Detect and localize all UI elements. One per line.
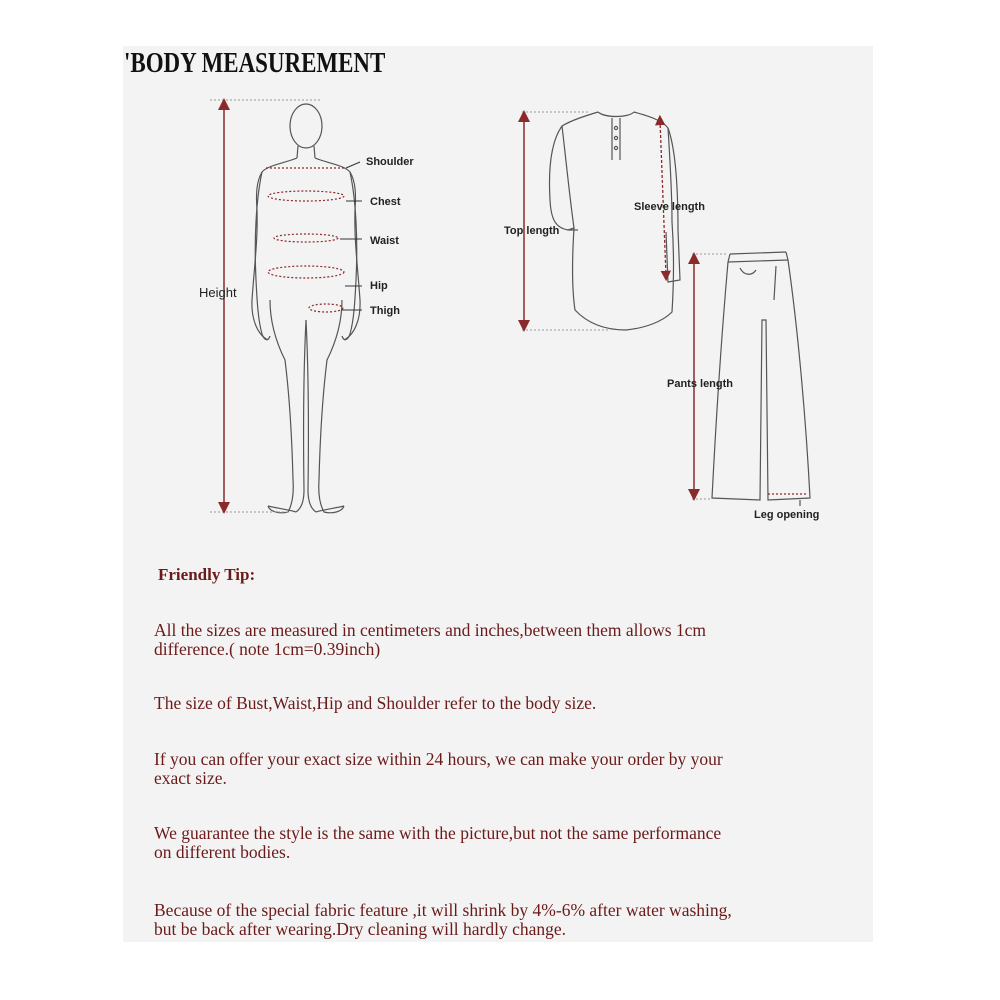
label-chest: Chest (370, 196, 401, 208)
label-height: Height (199, 285, 237, 300)
tip-paragraph: If you can offer your exact size within 24 hours, we can make your order by your exact size. (154, 749, 723, 788)
page-title: 'BODY MEASUREMENT (124, 48, 386, 79)
label-pants-length: Pants length (667, 378, 734, 390)
sleeve-length-arrow (660, 120, 666, 276)
body-figure (252, 104, 360, 513)
top-length-arrow (522, 112, 610, 330)
label-thigh: Thigh (370, 305, 400, 317)
label-waist: Waist (370, 235, 399, 247)
tip-paragraph: We guarantee the style is the same with the picture,but not the same performance on different bodies. (154, 823, 722, 862)
label-leg-opening: Leg opening (754, 509, 820, 521)
label-sleeve-length: Sleeve length (634, 201, 705, 213)
tip-paragraph: Because of the special fabric feature ,it will shrink by 4%-6% after water washing, but be back after wearing.Dry cleaning will hardly change. (154, 900, 732, 939)
label-hip: Hip (370, 280, 388, 292)
label-top-length: Top length (504, 225, 560, 237)
body-measure-lines (266, 168, 346, 312)
shirt-figure (550, 112, 681, 330)
tip-paragraph: The size of Bust,Waist,Hip and Shoulder refer to the body size. (154, 693, 597, 713)
tip-paragraph: All the sizes are measured in centimeters and inches,between them allows 1cm difference.( note 1cm=0.39inch) (154, 620, 707, 659)
pants-length-arrow (692, 254, 728, 499)
pants-figure (712, 252, 810, 500)
friendly-tip-heading: Friendly Tip: (158, 565, 256, 584)
label-shoulder: Shoulder (366, 156, 414, 168)
